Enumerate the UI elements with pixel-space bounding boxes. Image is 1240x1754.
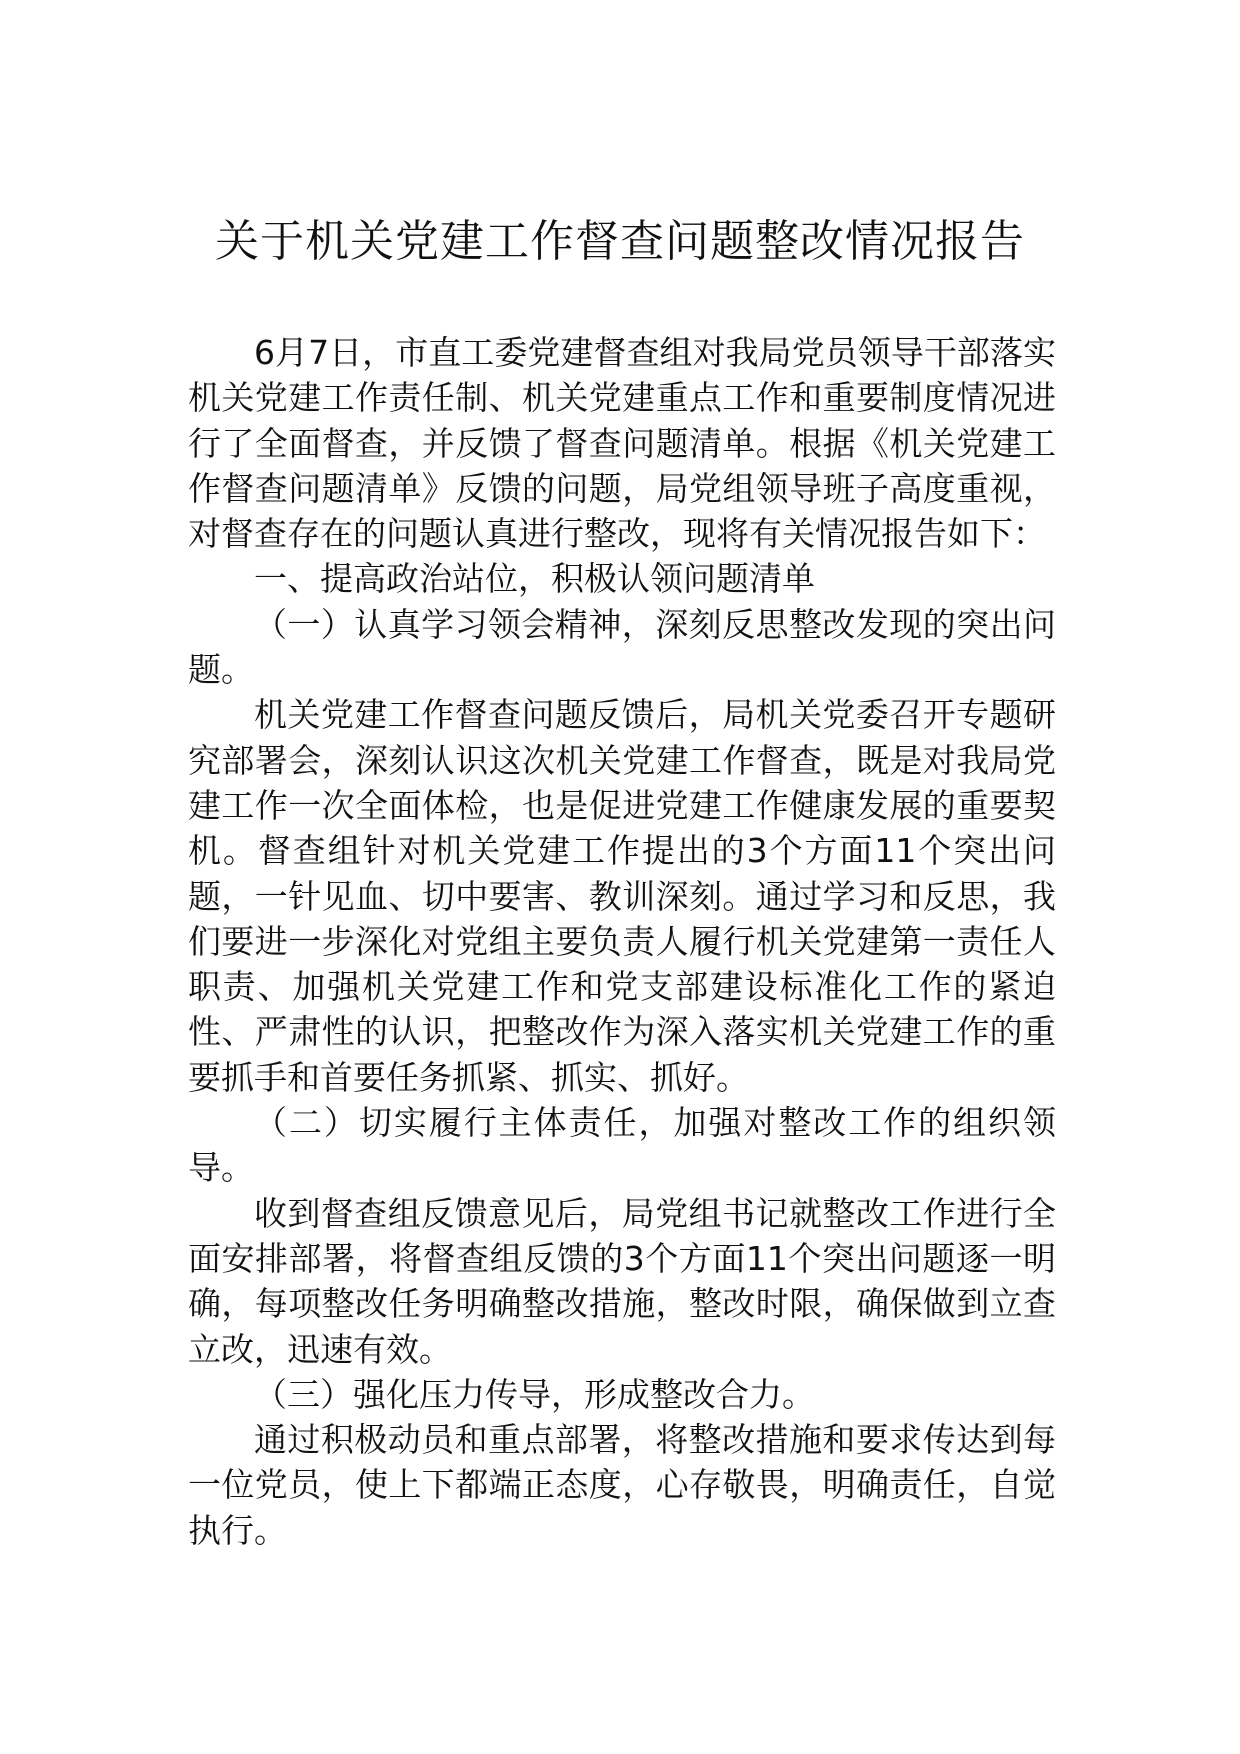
subsection-heading-2: （二）切实履行主体责任，加强对整改工作的组织领导。 (188, 1103, 1056, 1188)
intro-paragraph: 6月7日，市直工委党建督查组对我局党员领导干部落实机关党建工作责任制、机关党建重点工作和重要制度情况进行了全面督查，并反馈了督查问题清单。根据《机关党建工作督查问题清单》反馈的问题，局党组领导班子高度重视，对督查存在的问题认真进行整改，现将有关情况报告如下： (188, 333, 1056, 554)
body-paragraph-3: 通过积极动员和重点部署，将整改措施和要求传达到每一位党员，使上下都端正态度，心存敬畏，明确责任，自觉执行。 (188, 1420, 1056, 1550)
body-paragraph-1: 机关党建工作督查问题反馈后，局机关党委召开专题研究部署会，深刻认识这次机关党建工作督查，既是对我局党建工作一次全面体检，也是促进党建工作健康发展的重要契机。督查组针对机关党建工作提出的3个方面11个突出问题，一针见血、切中要害、教训深刻。通过学习和反思，我们要进一步深化对党组主要负责人履行机关党建第一责任人职责、加强机关党建工作和党支部建设标准化工作的紧迫性、严肃性的认识，把整改作为深入落实机关党建工作的重要抓手和首要任务抓紧、抓实、抓好。 (188, 695, 1056, 1097)
section-heading-1: 一、提高政治站位，积极认领问题清单 (254, 559, 815, 599)
document-title: 关于机关党建工作督查问题整改情况报告 (215, 216, 1025, 267)
document-body (188, 330, 1056, 1553)
subsection-heading-3: （三）强化压力传导，形成整改合力。 (254, 1374, 815, 1414)
body-paragraph-2: 收到督查组反馈意见后，局党组书记就整改工作进行全面安排部署，将督查组反馈的3个方面11个突出问题逐一明确，每项整改任务明确整改措施，整改时限，确保做到立查立改，迅速有效。 (188, 1193, 1056, 1369)
subsection-heading-1: （一）认真学习领会精神，深刻反思整改发现的突出问题。 (188, 604, 1056, 690)
